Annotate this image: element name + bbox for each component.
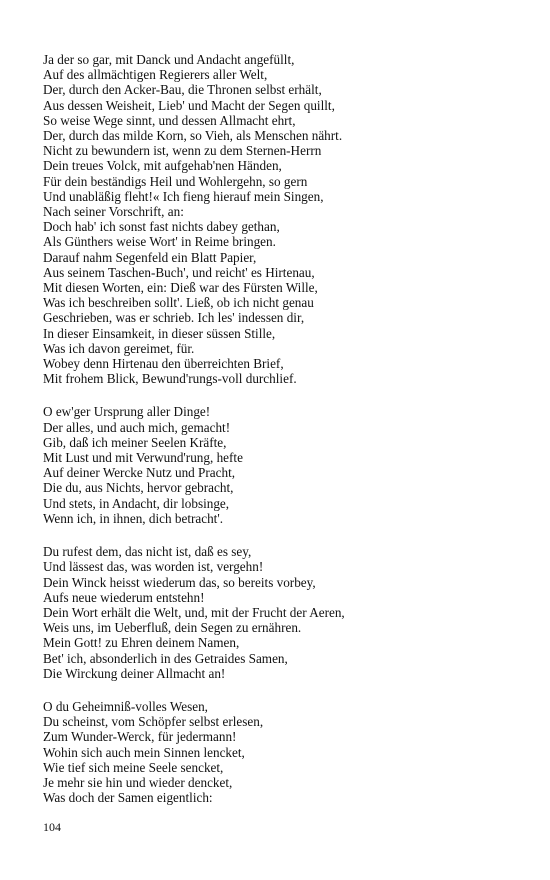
verse-line: Zum Wunder-Werck, für jedermann!	[43, 729, 237, 745]
verse-line: Je mehr sie hin und wieder dencket,	[43, 774, 233, 790]
verse-line: O du Geheimniß-volles Wesen,	[43, 698, 208, 714]
verse-line: Aus seinem Taschen-Buch', und reicht' es Hirtenau,	[43, 264, 315, 280]
verse-line: Darauf nahm Segenfeld ein Blatt Papier,	[43, 249, 257, 265]
verse-line: Und stets, in Andacht, dir lobsinge,	[43, 495, 230, 511]
verse-line: Mit frohem Blick, Bewund'rungs-voll durchlief.	[43, 371, 297, 387]
verse-line: Dein treues Volck, mit aufgehab'nen Händen,	[43, 158, 282, 174]
verse-line: Der, durch den Acker-Bau, die Thronen selbst erhält,	[43, 82, 322, 98]
verse-line: Wenn ich, in ihnen, dich betracht'.	[43, 510, 224, 526]
verse-line: Mit Lust und mit Verwund'rung, hefte	[43, 450, 243, 466]
verse-line: Doch hab' ich sonst fast nichts dabey gethan,	[43, 219, 280, 235]
verse-line: Gib, daß ich meiner Seelen Kräfte,	[43, 434, 227, 450]
verse-line: Die du, aus Nichts, hervor gebracht,	[43, 480, 234, 496]
verse-line: Dein Winck heisst wiederum das, so bereits vorbey,	[43, 574, 316, 590]
verse-line: Dein Wort erhält die Welt, und, mit der Frucht der Aeren,	[43, 604, 345, 620]
verse-line: Mein Gott! zu Ehren deinem Namen,	[43, 635, 240, 651]
verse-line: Aufs neue wiederum entstehn!	[43, 589, 205, 605]
verse-line: Mit diesen Worten, ein: Dieß war des Fürsten Wille,	[43, 280, 318, 296]
verse-line: Du scheinst, vom Schöpfer selbst erlesen,	[43, 714, 264, 730]
stanza	[43, 404, 513, 526]
verse-line: Aus dessen Weisheit, Lieb' und Macht der Segen quillt,	[43, 97, 335, 113]
verse-line: Für dein beständigs Heil und Wohlergehn, so gern	[43, 173, 308, 189]
verse-line: Als Günthers weise Wort' in Reime bringen.	[43, 234, 276, 250]
verse-line: Auf des allmächtigen Regierers aller Welt,	[43, 67, 268, 83]
verse-line: Geschrieben, was er schrieb. Ich les' indessen dir,	[43, 310, 305, 326]
verse-line: Nicht zu bewundern ist, wenn zu dem Sternen-Herrn	[43, 143, 322, 159]
verse-line: Was doch der Samen eigentlich:	[43, 790, 213, 806]
verse-line: Du rufest dem, das nicht ist, daß es sey,	[43, 544, 252, 560]
verse-line: Weis uns, im Ueberfluß, dein Segen zu ernähren.	[43, 620, 302, 636]
verse-line: Ja der so gar, mit Danck und Andacht angefüllt,	[43, 52, 295, 67]
page-number: 104	[43, 820, 61, 834]
verse-line: Bet' ich, absonderlich in des Getraides Samen,	[43, 650, 288, 666]
verse-line: O ew'ger Ursprung aller Dinge!	[43, 404, 211, 420]
verse-line: Der, durch das milde Korn, so Vieh, als Menschen nährt.	[43, 128, 343, 144]
verse-line: Was ich beschreiben sollt'. Ließ, ob ich nicht genau	[43, 295, 314, 311]
verse-line: Wie tief sich meine Seele sencket,	[43, 759, 224, 775]
verse-line: Der alles, und auch mich, gemacht!	[43, 419, 231, 435]
verse-line: Auf deiner Wercke Nutz und Pracht,	[43, 465, 236, 481]
verse-line: Die Wirckung deiner Allmacht an!	[43, 665, 226, 681]
stanza	[43, 544, 513, 681]
stanza	[43, 52, 513, 386]
verse-line: In dieser Einsamkeit, in dieser süssen Stille,	[43, 325, 276, 341]
verse-line: Und lässest das, was worden ist, vergehn!	[43, 559, 264, 575]
verse-line: Wobey denn Hirtenau den überreichten Brief,	[43, 356, 284, 372]
verse-line: So weise Wege sinnt, und dessen Allmacht ehrt,	[43, 112, 296, 128]
verse-line: Wohin sich auch mein Sinnen lencket,	[43, 744, 245, 760]
stanza	[43, 699, 513, 805]
poem-text	[43, 52, 513, 823]
verse-line: Was ich davon gereimet, für.	[43, 340, 195, 356]
verse-line: Und unabläßig fleht!« Ich fieng hierauf mein Singen,	[43, 188, 324, 204]
verse-line: Nach seiner Vorschrift, an:	[43, 204, 184, 220]
